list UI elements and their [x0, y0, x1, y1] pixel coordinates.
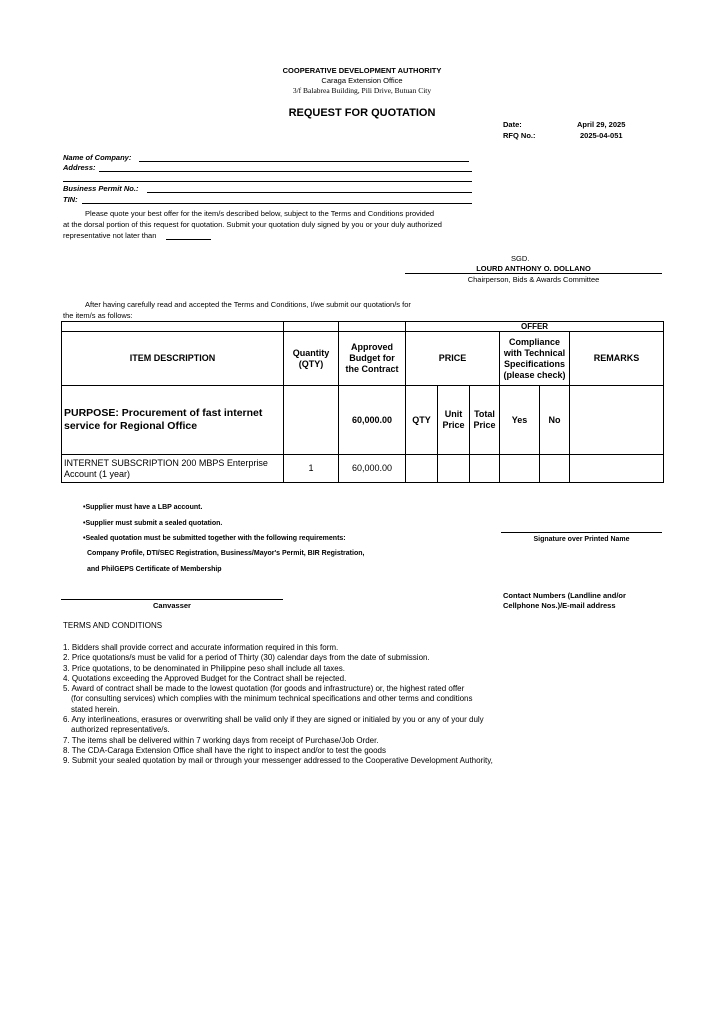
purpose-text: Procurement of fast internet service for Regional Office	[64, 407, 263, 432]
item-description: INTERNET SUBSCRIPTION 200 MBPS Enterprise Account (1 year)	[62, 455, 284, 483]
abc-header-line-1: Approved	[350, 342, 393, 352]
quantity-header-line-2: (QTY)	[298, 358, 324, 369]
signature-line[interactable]	[501, 532, 662, 533]
header-spacer-item	[62, 322, 284, 332]
compliance-header-line-4: (please check)	[503, 369, 566, 380]
abc-header	[339, 332, 406, 386]
contact-label-1: Contact Numbers (Landline and/or	[503, 591, 626, 600]
signature-label: Signature over Printed Name	[533, 536, 630, 543]
term-5: 5. Award of contract shall be made to the lowest quotation (for goods and infrastructure) or, the highest rated offer	[63, 684, 465, 694]
purpose-amount: 60,000.00	[339, 386, 406, 455]
requirement-3: •Sealed quotation must be submitted together with the following requirements:	[83, 535, 346, 542]
sub-total-price-header	[470, 386, 500, 455]
office-name: Caraga Extension Office	[321, 76, 403, 85]
purpose-cell	[62, 386, 284, 455]
table-row	[62, 455, 664, 483]
sub-total-line-1: Total	[474, 409, 495, 419]
quantity-header-line-1: Quantity	[292, 347, 330, 358]
sub-qty-header: QTY	[406, 386, 438, 455]
offer-unit-price-input[interactable]	[438, 455, 470, 483]
header-spacer-qty	[284, 322, 339, 332]
terms-list	[63, 643, 493, 767]
submit-line-1: After having carefully read and accepted the Terms and Conditions, I/we submit our quotation/s for	[85, 300, 411, 309]
compliance-yes-check[interactable]	[500, 455, 540, 483]
tin-label: TIN:	[63, 195, 78, 204]
price-header: PRICE	[406, 332, 500, 386]
office-address: 3/f Balabrea Building, Pili Drive, Butuan City	[292, 86, 432, 95]
compliance-header-line-3: Specifications	[503, 358, 566, 369]
purpose-remarks-cell	[570, 386, 664, 455]
abc-header-line-3: the Contract	[345, 364, 399, 374]
intro-line-3: representative not later than	[63, 231, 157, 240]
date-value: April 29, 2025	[577, 120, 626, 129]
term-2: 2. Price quotations/s must be valid for a period of Thirty (30) calendar days from the date of submission.	[63, 653, 430, 663]
compliance-header	[500, 332, 570, 386]
offer-qty-input[interactable]	[406, 455, 438, 483]
term-5-cont-1: (for consulting services) which complies with the minimum technical specifications and other terms and conditions	[71, 694, 473, 704]
term-3: 3. Price quotations, to be denominated in Philippine peso shall include all taxes.	[63, 663, 345, 673]
address-label: Address:	[63, 163, 96, 172]
header-spacer-abc	[339, 322, 406, 332]
rfq-value: 2025-04-051	[580, 131, 623, 140]
term-6-cont: authorized representative/s.	[71, 725, 170, 735]
quotation-table	[61, 321, 664, 483]
term-4: 4. Quotations exceeding the Approved Budget for the Contract shall be rejected.	[63, 673, 347, 683]
tin-field[interactable]	[82, 203, 472, 204]
compliance-header-line-1: Compliance	[508, 336, 560, 347]
org-name: COOPERATIVE DEVELOPMENT AUTHORITY	[282, 66, 442, 75]
term-1: 1. Bidders shall provide correct and accurate information required in this form.	[63, 643, 339, 652]
permit-label: Business Permit No.:	[63, 184, 139, 193]
address-field[interactable]	[99, 171, 472, 172]
intro-line-2: at the dorsal portion of this request for quotation. Submit your quotation duly signed by you or your duly authorized	[63, 220, 442, 229]
intro-line-1: Please quote your best offer for the item/s described below, subject to the Terms and Conditions provided	[85, 209, 435, 218]
item-description-header: ITEM DESCRIPTION	[62, 332, 284, 386]
requirement-4: Company Profile, DTI/SEC Registration, Business/Mayor's Permit, BIR Registration,	[87, 550, 365, 557]
term-8: 8. The CDA-Caraga Extension Office shall have the right to inspect and/or to test the goods	[63, 745, 386, 755]
signatory-line	[405, 273, 662, 274]
terms-heading: TERMS AND CONDITIONS	[63, 621, 163, 630]
sub-total-line-2: Price	[473, 420, 496, 430]
canvasser-line[interactable]	[61, 599, 283, 600]
date-label: Date:	[503, 120, 522, 129]
compliance-header-line-2: with Technical	[503, 347, 566, 358]
requirement-5: and PhilGEPS Certificate of Membership	[87, 566, 222, 573]
term-7: 7. The items shall be delivered within 7 working days from receipt of Purchase/Job Order.	[63, 735, 379, 745]
submit-line-2: the item/s as follows:	[63, 311, 133, 320]
term-9: 9. Submit your sealed quotation by mail or through your messenger addressed to the Cooperative Development Authority,	[63, 756, 493, 766]
purpose-label: PURPOSE:	[64, 407, 119, 419]
sub-unit-line-2: Price	[442, 420, 465, 430]
signatory-position: Chairperson, Bids & Awards Committee	[467, 275, 600, 284]
contact-label-2: Cellphone Nos.)/E-mail address	[503, 601, 616, 610]
page-title: REQUEST FOR QUOTATION	[288, 107, 436, 119]
company-name-field[interactable]	[139, 161, 469, 162]
quantity-header	[284, 332, 339, 386]
remarks-header: REMARKS	[570, 332, 664, 386]
permit-field[interactable]	[147, 192, 472, 193]
sub-unit-price-header	[438, 386, 470, 455]
item-abc: 60,000.00	[339, 455, 406, 483]
compliance-no-check[interactable]	[540, 455, 570, 483]
rfq-label: RFQ No.:	[503, 131, 536, 140]
canvasser-label: Canvasser	[153, 601, 191, 610]
abc-header-line-2: Budget for	[349, 353, 395, 363]
sgd-mark: SGD.	[511, 254, 530, 263]
sub-no-header: No	[540, 386, 570, 455]
signatory-name: LOURD ANTHONY O. DOLLANO	[476, 264, 591, 273]
company-name-label: Name of Company:	[63, 153, 132, 162]
address-field-2[interactable]	[63, 181, 472, 182]
sub-yes-header: Yes	[500, 386, 540, 455]
deadline-field[interactable]	[166, 239, 211, 240]
purpose-qty-cell	[284, 386, 339, 455]
offer-header: OFFER	[406, 322, 664, 332]
requirement-2: •Supplier must submit a sealed quotation.	[83, 520, 223, 527]
sub-unit-line-1: Unit	[444, 409, 463, 419]
requirement-1: •Supplier must have a LBP account.	[83, 504, 203, 511]
remarks-input[interactable]	[570, 455, 664, 483]
offer-total-price-input[interactable]	[470, 455, 500, 483]
term-6: 6. Any interlineations, erasures or overwriting shall be valid only if they are signed or initialed by you or any of your duly	[63, 715, 484, 725]
term-5-cont-2: stated herein.	[71, 704, 120, 714]
item-qty: 1	[284, 455, 339, 483]
